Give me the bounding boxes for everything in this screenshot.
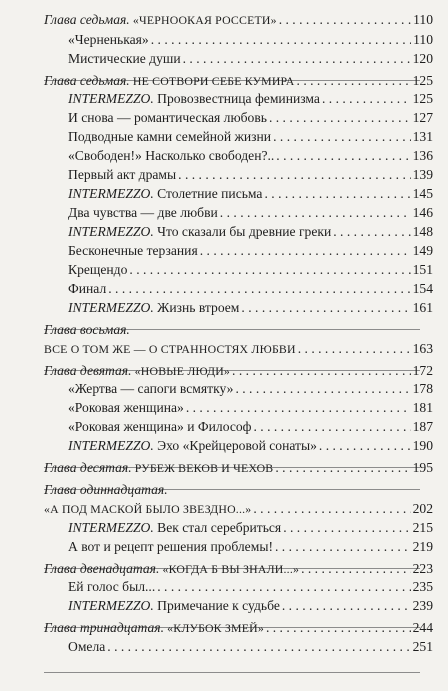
page-number: 181 xyxy=(412,400,433,415)
toc-entry[interactable] xyxy=(68,638,433,656)
page-number: 136 xyxy=(412,148,433,163)
dot-leader xyxy=(200,242,411,260)
dot-leader xyxy=(319,437,411,455)
page-number: 202 xyxy=(412,501,433,516)
entry-title xyxy=(68,128,271,146)
entry-text: Первый акт драмы xyxy=(68,167,177,182)
page-number: 223 xyxy=(412,561,433,576)
entry-text: Подводные камни семейной жизни xyxy=(68,129,272,144)
toc-entry[interactable] xyxy=(68,166,433,184)
toc-entry[interactable] xyxy=(44,459,433,477)
entry-text: Два чувства — две любви xyxy=(68,205,218,220)
entry-text: Крещендо xyxy=(68,262,128,277)
entry-title xyxy=(68,185,262,203)
entry-prefix: INTERMEZZO. xyxy=(68,224,154,239)
toc-entry[interactable] xyxy=(68,280,433,298)
toc-entry[interactable] xyxy=(44,11,433,29)
entry-text: Мистические души xyxy=(68,51,181,66)
page-number: 244 xyxy=(412,620,433,635)
dot-leader xyxy=(264,185,410,203)
dot-leader xyxy=(151,31,411,49)
entry-title xyxy=(68,204,218,222)
dot-leader xyxy=(253,500,410,518)
entry-text: Провозвестница феминизма xyxy=(153,91,320,106)
page-number: 125 xyxy=(412,91,433,106)
dot-leader xyxy=(276,147,410,165)
entry-text: Омела xyxy=(68,639,106,654)
entry-title xyxy=(44,11,277,29)
toc-entry[interactable] xyxy=(68,242,433,260)
entry-title xyxy=(68,597,280,615)
entry-title xyxy=(68,519,281,537)
entry-text: Столетние письма xyxy=(153,186,263,201)
page-number: 235 xyxy=(412,579,433,594)
entry-title xyxy=(68,242,198,260)
entry-text: «НОВЫЕ ЛЮДИ» xyxy=(131,364,231,378)
page-number: 161 xyxy=(412,300,433,315)
toc-entry[interactable] xyxy=(68,418,433,436)
entry-prefix: INTERMEZZO. xyxy=(68,520,154,535)
page-number: 131 xyxy=(412,129,433,144)
dot-leader xyxy=(298,340,411,358)
page-number: 178 xyxy=(412,381,433,396)
page-number: 149 xyxy=(412,243,433,258)
entry-title xyxy=(68,299,239,317)
entry-title xyxy=(44,500,251,518)
page-number: 110 xyxy=(413,32,433,47)
entry-title xyxy=(68,399,184,417)
entry-prefix: Глава седьмая. xyxy=(44,73,130,88)
entry-text: «А ПОД МАСКОЙ БЫЛО ЗВЕЗДНО...» xyxy=(44,502,252,516)
entry-text: «Жертва — сапоги всмятку» xyxy=(68,381,234,396)
toc-entry[interactable] xyxy=(68,128,433,146)
toc-entry[interactable] xyxy=(68,578,433,596)
toc-entry[interactable] xyxy=(68,538,433,556)
entry-prefix: Глава седьмая. xyxy=(44,12,130,27)
dot-leader xyxy=(235,380,410,398)
entry-text: «Роковая женщина» xyxy=(68,400,184,415)
dot-leader xyxy=(253,418,410,436)
entry-text: Что сказали бы древние греки xyxy=(153,224,332,239)
toc-entry[interactable] xyxy=(68,204,433,222)
entry-text: «Черненькая» xyxy=(68,32,149,47)
entry-text: Жизнь втроем xyxy=(153,300,240,315)
entry-text: РУБЕЖ ВЕКОВ И ЧЕХОВ xyxy=(131,461,274,475)
entry-title xyxy=(44,459,273,477)
entry-text: Ей голос был... xyxy=(68,579,156,594)
entry-title xyxy=(44,560,299,578)
dot-leader xyxy=(282,597,411,615)
entry-prefix: INTERMEZZO. xyxy=(68,186,154,201)
entry-title xyxy=(68,223,331,241)
dot-leader xyxy=(183,50,411,68)
dot-leader xyxy=(269,109,411,127)
entry-text: «КЛУБОК ЗМЕЙ» xyxy=(164,621,264,635)
toc-entry[interactable] xyxy=(68,519,433,537)
entry-prefix: INTERMEZZO. xyxy=(68,300,154,315)
dot-leader xyxy=(322,90,411,108)
entry-text: «КОГДА Б ВЫ ЗНАЛИ...» xyxy=(159,562,300,576)
toc-entry[interactable] xyxy=(44,481,433,499)
dot-leader xyxy=(297,72,411,90)
entry-prefix: Глава девятая. xyxy=(44,363,132,378)
page-number: 110 xyxy=(413,12,433,27)
page-number: 215 xyxy=(412,520,433,535)
page-number: 190 xyxy=(412,438,433,453)
toc-entry[interactable] xyxy=(68,261,433,279)
dot-leader xyxy=(275,459,410,477)
entry-title xyxy=(68,280,106,298)
toc-entry[interactable] xyxy=(44,72,433,90)
entry-prefix: Глава десятая. xyxy=(44,460,132,475)
page-number: 139 xyxy=(412,167,433,182)
dot-leader xyxy=(275,538,411,556)
entry-title xyxy=(68,166,176,184)
entry-title xyxy=(68,578,155,596)
entry-title xyxy=(68,638,105,656)
toc-entry[interactable] xyxy=(68,399,433,417)
toc-entry[interactable] xyxy=(68,597,433,615)
entry-title xyxy=(68,538,273,556)
entry-text: «Роковая женщина» и Философ xyxy=(68,419,252,434)
page-number: 125 xyxy=(412,73,433,88)
page-number: 219 xyxy=(412,539,433,554)
toc-entry[interactable] xyxy=(44,321,433,339)
dot-leader xyxy=(266,619,411,637)
entry-title xyxy=(68,437,317,455)
page-number: 251 xyxy=(412,639,433,654)
page-number: 148 xyxy=(412,224,433,239)
entry-text: ВСЕ О ТОМ ЖЕ — О СТРАННОСТЯХ ЛЮБВИ xyxy=(44,342,296,356)
dot-leader xyxy=(273,128,411,146)
separator-line xyxy=(44,672,420,673)
page-number: 145 xyxy=(412,186,433,201)
entry-text: Век стал серебриться xyxy=(153,520,282,535)
page-number: 120 xyxy=(412,51,433,66)
entry-text: А вот и рецепт решения проблемы! xyxy=(68,539,273,554)
toc-entry[interactable] xyxy=(44,619,433,637)
entry-title xyxy=(68,418,251,436)
dot-leader xyxy=(129,261,410,279)
entry-title xyxy=(68,50,181,68)
page-number: 154 xyxy=(412,281,433,296)
entry-prefix: INTERMEZZO. xyxy=(68,598,154,613)
entry-prefix: INTERMEZZO. xyxy=(68,91,154,106)
toc-entry[interactable] xyxy=(44,500,433,518)
toc-entry[interactable] xyxy=(68,223,433,241)
toc-entry[interactable] xyxy=(68,380,433,398)
dot-leader xyxy=(301,560,411,578)
toc-entry[interactable] xyxy=(68,185,433,203)
entry-title xyxy=(44,72,295,90)
page-number: 195 xyxy=(412,460,433,475)
entry-title xyxy=(44,362,230,380)
dot-leader xyxy=(279,11,411,29)
entry-title xyxy=(68,147,274,165)
toc-entry[interactable] xyxy=(68,299,433,317)
dot-leader xyxy=(107,638,410,656)
dot-leader xyxy=(283,519,410,537)
toc-entry[interactable] xyxy=(68,147,433,165)
entry-title xyxy=(44,481,168,499)
toc-entry[interactable] xyxy=(68,109,433,127)
toc-entry[interactable] xyxy=(44,560,433,578)
entry-text: «Свободен!» Насколько свободен?.. xyxy=(68,148,275,163)
toc-entry[interactable] xyxy=(68,31,433,49)
entry-title xyxy=(68,90,320,108)
entry-title xyxy=(44,340,296,358)
entry-text: Финал xyxy=(68,281,107,296)
toc-entry[interactable] xyxy=(68,50,433,68)
entry-title xyxy=(68,31,149,49)
entry-text: Глава одиннадцатая. xyxy=(44,482,168,497)
entry-text: Примечание к судьбе xyxy=(153,598,280,613)
entry-prefix: Глава тринадцатая. xyxy=(44,620,164,635)
page-number: 146 xyxy=(412,205,433,220)
dot-leader xyxy=(232,362,411,380)
entry-text: Эхо «Крейцеровой сонаты» xyxy=(153,438,317,453)
page-number: 151 xyxy=(412,262,433,277)
toc-entry[interactable] xyxy=(44,340,433,358)
dot-leader xyxy=(186,399,411,417)
entry-text: Глава восьмая. xyxy=(44,322,130,337)
page-number: 127 xyxy=(412,110,433,125)
entry-title xyxy=(44,321,130,339)
dot-leader xyxy=(220,204,411,222)
toc-entry[interactable] xyxy=(44,362,433,380)
entry-text: И снова — романтическая любовь xyxy=(68,110,267,125)
entry-prefix: INTERMEZZO. xyxy=(68,438,154,453)
dot-leader xyxy=(157,578,410,596)
entry-text: «ЧЕРНООКАЯ РОССЕТИ» xyxy=(129,13,277,27)
page-number: 163 xyxy=(412,341,433,356)
page-number: 239 xyxy=(412,598,433,613)
dot-leader xyxy=(241,299,410,317)
entry-text: НЕ СОТВОРИ СЕБЕ КУМИРА xyxy=(129,74,295,88)
page-number: 172 xyxy=(412,363,433,378)
dot-leader xyxy=(333,223,410,241)
dot-leader xyxy=(178,166,410,184)
entry-title xyxy=(44,619,264,637)
toc-entry[interactable] xyxy=(68,437,433,455)
toc-entry[interactable] xyxy=(68,90,433,108)
entry-title xyxy=(68,261,127,279)
entry-title xyxy=(68,380,233,398)
entry-text: Бесконечные терзания xyxy=(68,243,198,258)
entry-prefix: Глава двенадцатая. xyxy=(44,561,160,576)
entry-title xyxy=(68,109,267,127)
page-number: 187 xyxy=(412,419,433,434)
dot-leader xyxy=(108,280,410,298)
